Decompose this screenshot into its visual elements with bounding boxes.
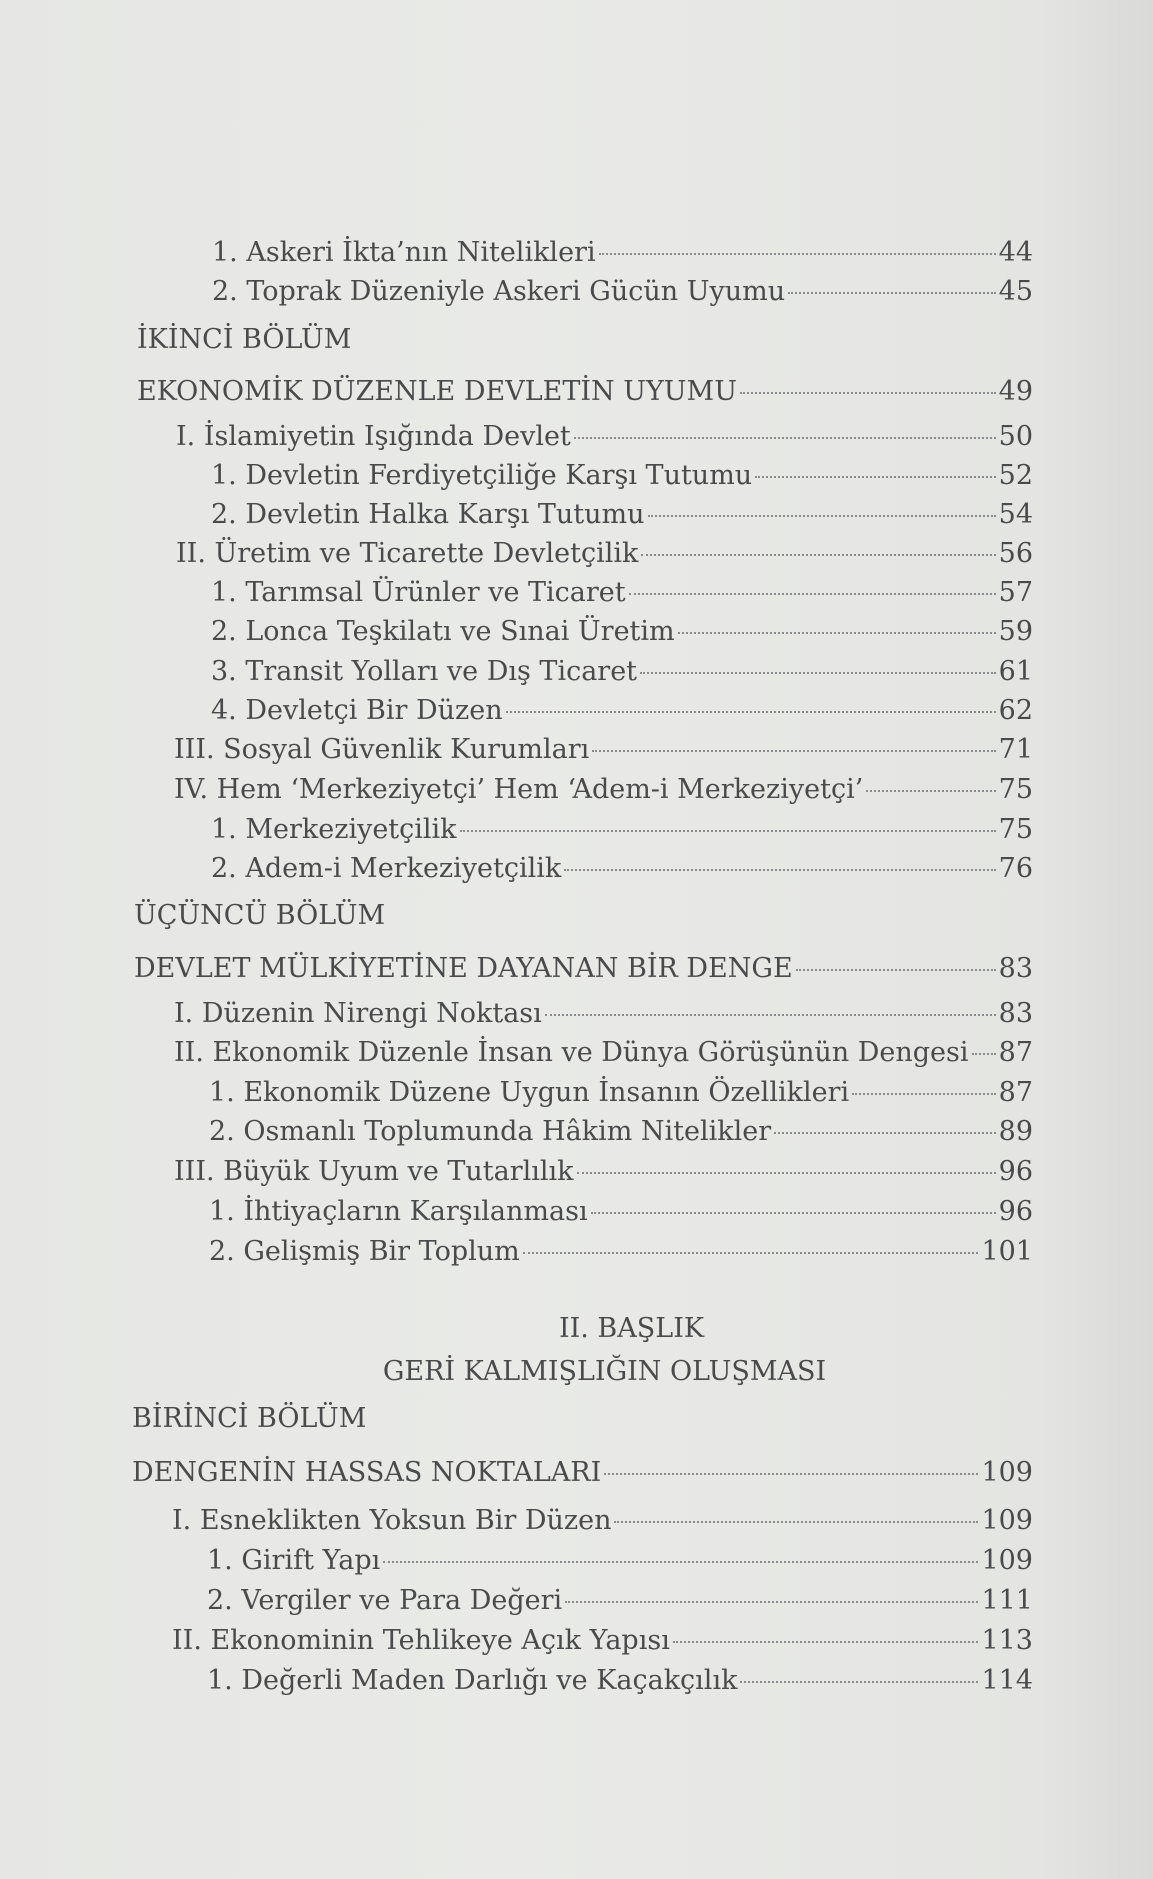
toc-entry — [207, 1664, 1033, 1698]
toc-entry-title: II. Ekonomik Düzenle İnsan ve Dünya Görüşünün Dengesi — [174, 1037, 969, 1068]
toc-entry — [212, 275, 1033, 309]
dot-leader — [788, 291, 996, 294]
toc-entry — [174, 733, 1033, 767]
toc-entry-page: 56 — [998, 538, 1033, 569]
toc-entry — [211, 813, 1033, 847]
toc-entry-page: 44 — [998, 237, 1033, 268]
toc-entry-page: 76 — [998, 853, 1033, 884]
toc-entry-page: 62 — [998, 695, 1033, 726]
part-heading — [0, 1312, 1153, 1346]
toc-entry-page: 87 — [998, 1077, 1033, 1108]
dot-leader — [545, 1013, 996, 1016]
dot-leader — [577, 1171, 996, 1174]
toc-entry-title: I. Esneklikten Yoksun Bir Düzen — [172, 1505, 612, 1536]
toc-entry-page: 109 — [981, 1457, 1033, 1488]
toc-entry-title: II. Üretim ve Ticarette Devletçilik — [176, 538, 639, 569]
dot-leader — [972, 1052, 996, 1055]
toc-entry-title: 2. Lonca Teşkilatı ve Sınai Üretim — [211, 616, 675, 647]
toc-entry — [134, 952, 1033, 986]
toc-entry — [211, 852, 1033, 886]
toc-entry-title: 1. Askeri İkta’nın Nitelikleri — [212, 237, 596, 268]
toc-entry — [132, 1456, 1033, 1490]
toc-entry — [209, 1235, 1033, 1269]
toc-entry — [211, 615, 1033, 649]
part-title-row — [0, 1355, 1153, 1389]
toc-entry — [212, 236, 1033, 270]
toc-entry-page: 114 — [981, 1665, 1033, 1696]
toc-entry-page: 52 — [998, 460, 1033, 491]
toc-entry-page: 109 — [981, 1545, 1033, 1576]
toc-entry-title: IV. Hem ‘Merkeziyetçi’ Hem ‘Adem-i Merkeziyetçi’ — [174, 774, 864, 805]
toc-entry-title: DENGENİN HASSAS NOKTALARI — [132, 1457, 602, 1488]
toc-entry — [211, 459, 1033, 493]
toc-entry-title: 2. Devletin Halka Karşı Tutumu — [211, 499, 645, 530]
toc-entry-title: 1. Merkeziyetçilik — [211, 814, 457, 845]
toc-entry-title: 1. Ekonomik Düzene Uygun İnsanın Özellikleri — [209, 1077, 850, 1108]
dot-leader — [564, 868, 995, 871]
toc-entry-title: 1. İhtiyaçların Karşılanması — [209, 1196, 588, 1227]
toc-entry-title: 1. Değerli Maden Darlığı ve Kaçakçılık — [207, 1665, 738, 1696]
toc-entry-page: 57 — [998, 577, 1033, 608]
toc-entry-page: 87 — [998, 1037, 1033, 1068]
toc-entry — [176, 420, 1033, 454]
dot-leader — [678, 631, 996, 634]
toc-entry-page: 101 — [981, 1236, 1033, 1267]
toc-entry-page: 83 — [998, 953, 1033, 984]
toc-entry — [174, 773, 1033, 807]
dot-leader — [673, 1640, 979, 1643]
dot-leader — [755, 475, 995, 478]
toc-entry — [172, 1504, 1033, 1538]
toc-entry — [209, 1076, 1033, 1110]
toc-entry — [172, 1624, 1033, 1658]
toc-entry — [176, 537, 1033, 571]
toc-entry — [174, 1155, 1033, 1189]
toc-entry-title: EKONOMİK DÜZENLE DEVLETİN UYUMU — [137, 376, 737, 407]
toc-entry-title: 2. Adem-i Merkeziyetçilik — [211, 853, 562, 884]
toc-entry-page: 45 — [998, 276, 1033, 307]
toc-entry-page: 75 — [998, 814, 1033, 845]
dot-leader — [599, 252, 996, 255]
toc-entry-page: 59 — [998, 616, 1033, 647]
dot-leader — [648, 514, 996, 517]
dot-leader — [852, 1092, 996, 1095]
dot-leader — [383, 1560, 978, 1563]
toc-entry-title: I. İslamiyetin Işığında Devlet — [176, 421, 571, 452]
toc-entry-page: 96 — [998, 1156, 1033, 1187]
toc-entry-page: 111 — [981, 1585, 1033, 1616]
toc-entry — [137, 375, 1033, 409]
toc-entry-title: 2. Vergiler ve Para Değeri — [207, 1585, 563, 1616]
toc-entry — [209, 1115, 1033, 1149]
toc-entry-page: 113 — [981, 1625, 1033, 1656]
toc-entry-title: III. Sosyal Güvenlik Kurumları — [174, 734, 590, 765]
chapter-heading: İKİNCİ BÖLÜM — [137, 324, 352, 355]
part-number: II. BAŞLIK — [558, 1313, 705, 1344]
dot-leader — [614, 1520, 978, 1523]
toc-entry-page: 50 — [998, 421, 1033, 452]
toc-entry-page: 96 — [998, 1196, 1033, 1227]
toc-entry-title: 4. Devletçi Bir Düzen — [211, 695, 503, 726]
dot-leader — [740, 391, 996, 394]
toc-entry-page: 83 — [998, 998, 1033, 1029]
dot-leader — [604, 1472, 978, 1475]
toc-entry-page: 71 — [998, 734, 1033, 765]
toc-entry — [211, 576, 1033, 610]
toc-entry-title: 1. Tarımsal Ürünler ve Ticaret — [211, 577, 626, 608]
toc-entry-page: 109 — [981, 1505, 1033, 1536]
toc-entry — [207, 1584, 1033, 1618]
dot-leader — [592, 749, 995, 752]
toc-entry — [207, 1544, 1033, 1578]
dot-leader — [774, 1131, 995, 1134]
toc-entry-title: 1. Girift Yapı — [207, 1545, 381, 1576]
toc-entry — [211, 655, 1033, 689]
dot-leader — [740, 1680, 978, 1683]
toc-entry — [211, 498, 1033, 532]
toc-entry-title: 2. Gelişmiş Bir Toplum — [209, 1236, 520, 1267]
dot-leader — [866, 789, 995, 792]
toc-entry-title: 2. Toprak Düzeniyle Askeri Gücün Uyumu — [212, 276, 786, 307]
chapter-heading: ÜÇÜNCÜ BÖLÜM — [134, 900, 386, 931]
toc-entry — [174, 997, 1033, 1031]
dot-leader — [641, 553, 995, 556]
toc-entry-title: I. Düzenin Nirengi Noktası — [174, 998, 542, 1029]
dot-leader — [460, 829, 996, 832]
toc-entry-title: 1. Devletin Ferdiyetçiliğe Karşı Tutumu — [211, 460, 753, 491]
toc-entry-page: 54 — [998, 499, 1033, 530]
dot-leader — [796, 968, 996, 971]
part-title: GERİ KALMIŞLIĞIN OLUŞMASI — [382, 1356, 827, 1387]
toc-entry-page: 61 — [998, 656, 1033, 687]
dot-leader — [640, 671, 996, 674]
toc-entry-title: DEVLET MÜLKİYETİNE DAYANAN BİR DENGE — [134, 953, 793, 984]
dot-leader — [591, 1211, 996, 1214]
toc-entry — [174, 1036, 1033, 1070]
toc-entry-title: 2. Osmanlı Toplumunda Hâkim Nitelikler — [209, 1116, 772, 1147]
dot-leader — [565, 1600, 978, 1603]
toc-entry-page: 49 — [998, 376, 1033, 407]
toc-entry-title: II. Ekonominin Tehlikeye Açık Yapısı — [172, 1625, 670, 1656]
toc-entry — [211, 694, 1033, 728]
toc-entry-page: 89 — [998, 1116, 1033, 1147]
toc-entry-title: 3. Transit Yolları ve Dış Ticaret — [211, 656, 638, 687]
toc-entry — [209, 1195, 1033, 1229]
dot-leader — [574, 436, 996, 439]
toc-entry-page: 75 — [998, 774, 1033, 805]
chapter-heading: BİRİNCİ BÖLÜM — [132, 1403, 367, 1434]
dot-leader — [629, 592, 996, 595]
dot-leader — [523, 1251, 979, 1254]
toc-entry-title: III. Büyük Uyum ve Tutarlılık — [174, 1156, 574, 1187]
dot-leader — [506, 710, 996, 713]
